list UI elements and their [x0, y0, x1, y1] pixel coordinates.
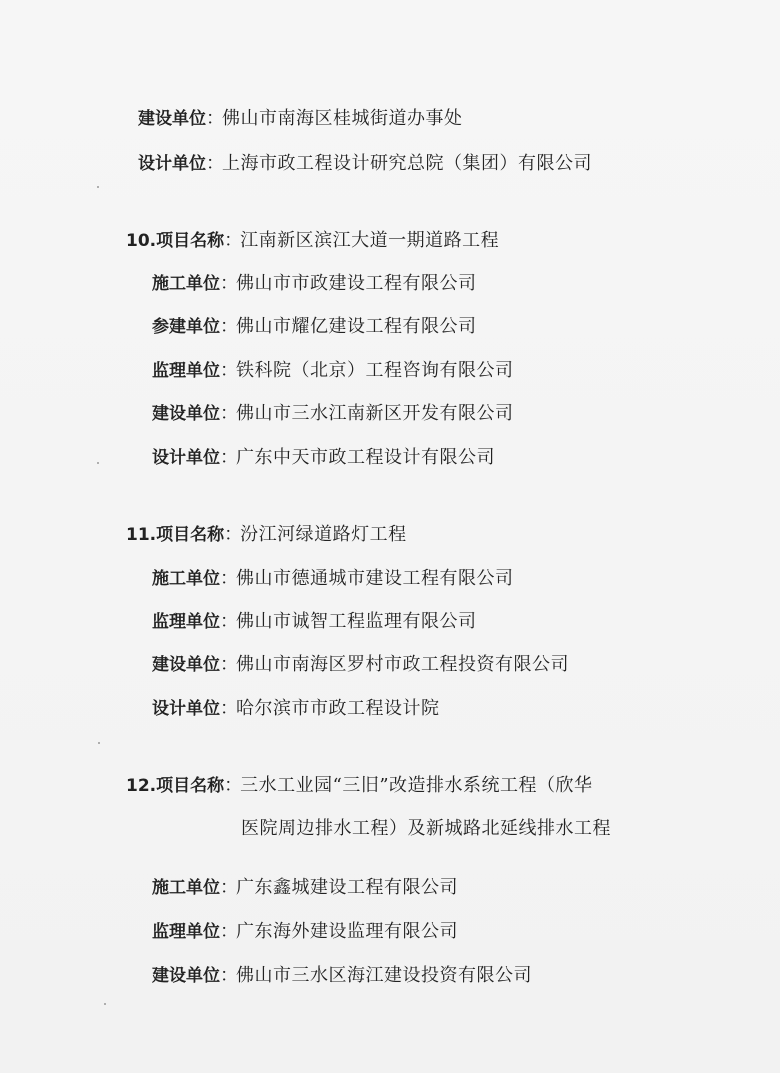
field-value: 佛山市诚智工程监理有限公司	[236, 611, 477, 632]
doc-line	[152, 653, 569, 677]
project-title-label: 12.项目名称	[126, 776, 225, 796]
project-title-value: 汾江河绿道路灯工程	[240, 524, 407, 545]
doc-line	[152, 272, 477, 296]
field-value: 上海市政工程设计研究总院（集团）有限公司	[222, 153, 592, 174]
project-title-label: 10.项目名称	[126, 231, 225, 251]
project-title-value: 江南新区滨江大道一期道路工程	[240, 230, 500, 251]
field-value: 佛山市三水区海江建设投资有限公司	[236, 965, 532, 986]
field-value: 佛山市耀亿建设工程有限公司	[236, 316, 477, 337]
doc-line	[152, 964, 532, 988]
colon: ：	[206, 108, 224, 129]
doc-line	[152, 567, 514, 591]
project-title	[126, 774, 593, 798]
project-title	[126, 523, 407, 547]
field-label: 建设单位	[152, 404, 220, 424]
project-title-continuation	[241, 817, 611, 841]
field-label: 施工单位	[152, 569, 220, 589]
field-value: 佛山市市政建设工程有限公司	[236, 273, 477, 294]
colon: ：	[224, 775, 243, 796]
field-label: 建设单位	[152, 655, 220, 675]
colon: ：	[220, 316, 238, 337]
doc-line	[152, 610, 477, 634]
field-label: 参建单位	[152, 317, 220, 337]
colon: ：	[220, 877, 238, 898]
field-value: 佛山市南海区罗村市政工程投资有限公司	[236, 654, 569, 675]
scan-speck	[97, 462, 99, 464]
scan-speck	[104, 1003, 106, 1005]
colon: ：	[224, 524, 243, 545]
field-label: 建设单位	[138, 109, 206, 129]
field-value: 佛山市南海区桂城街道办事处	[222, 108, 463, 129]
field-label: 设计单位	[138, 154, 206, 174]
colon: ：	[220, 654, 238, 675]
colon: ：	[220, 403, 238, 424]
project-title-value: 医院周边排水工程）及新城路北延线排水工程	[241, 818, 611, 839]
colon: ：	[220, 360, 238, 381]
doc-line	[138, 107, 463, 131]
colon: ：	[220, 965, 238, 986]
colon: ：	[220, 273, 238, 294]
scan-speck	[98, 742, 100, 744]
field-label: 监理单位	[152, 922, 220, 942]
doc-line	[152, 920, 458, 944]
colon: ：	[220, 921, 238, 942]
field-value: 佛山市德通城市建设工程有限公司	[236, 568, 514, 589]
field-value: 佛山市三水江南新区开发有限公司	[236, 403, 514, 424]
field-value: 铁科院（北京）工程咨询有限公司	[236, 360, 514, 381]
field-value: 广东海外建设监理有限公司	[236, 921, 458, 942]
field-value: 广东鑫城建设工程有限公司	[236, 877, 458, 898]
colon: ：	[220, 568, 238, 589]
scan-speck	[97, 186, 99, 188]
colon: ：	[220, 611, 238, 632]
doc-line	[152, 876, 458, 900]
colon: ：	[220, 447, 238, 468]
field-label: 设计单位	[152, 448, 220, 468]
project-title-value: 三水工业园“三旧”改造排水系统工程（欣华	[240, 775, 593, 796]
colon: ：	[220, 698, 238, 719]
project-title	[126, 229, 499, 253]
doc-line	[152, 315, 477, 339]
field-value: 哈尔滨市市政工程设计院	[236, 698, 440, 719]
field-label: 施工单位	[152, 274, 220, 294]
doc-line	[138, 152, 592, 176]
doc-line	[152, 697, 440, 721]
doc-line	[152, 359, 514, 383]
field-label: 建设单位	[152, 966, 220, 986]
doc-line	[152, 446, 495, 470]
colon: ：	[206, 153, 224, 174]
field-label: 施工单位	[152, 878, 220, 898]
field-label: 设计单位	[152, 699, 220, 719]
colon: ：	[224, 230, 243, 251]
doc-line	[152, 402, 514, 426]
field-value: 广东中天市政工程设计有限公司	[236, 447, 495, 468]
project-title-label: 11.项目名称	[126, 525, 225, 545]
field-label: 监理单位	[152, 612, 220, 632]
field-label: 监理单位	[152, 361, 220, 381]
